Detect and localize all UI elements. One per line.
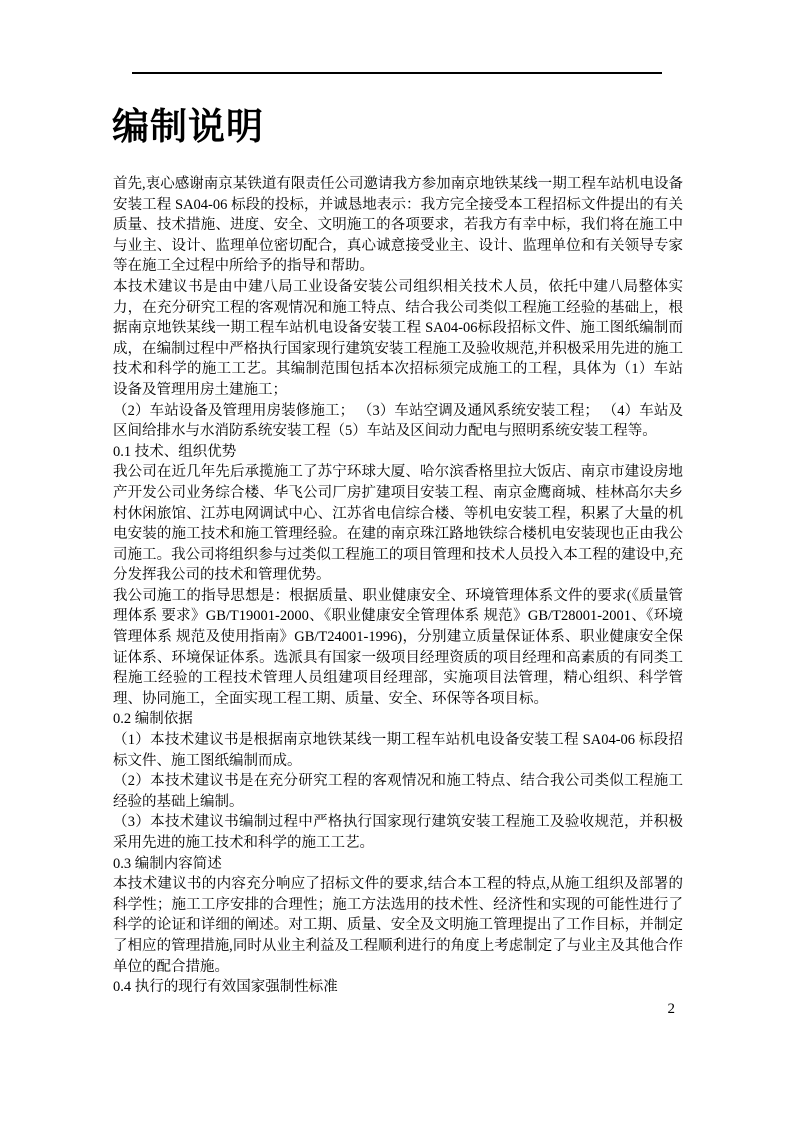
paragraph-guiding-ideology: 我公司施工的指导思想是：根据质量、职业健康安全、环境管理体系文件的要求(《质量管理体系 要求》GB/T19001-2000、《职业健康安全管理体系 规范》GB/T28001-2001、《环境管理体系 规范及使用指南》GB/T24001-1996)，分别建立质量保证体系、职业健康安全保证体系、环境保证体系。选派具有国家一级项目经理资质的项目经理和高素质的有同类工程施工经验的工程技术管理人员组建项目经理部，实施项目法管理，精心组织、科学管理、协同施工，全面实现工程工期、质量、安全、环保等各项目标。 — [113, 587, 683, 707]
section-heading-0-4: 0.4 执行的现行有效国家强制性标准 — [113, 979, 338, 996]
paragraph-basis: 本技术建议书是由中建八局工业设备安装公司组织相关技术人员，依托中建八局整体实力，在充分研究工程的客观情况和施工特点、结合我公司类似工程施工经验的基础上，根据南京地铁某线一期工程车站机电设备安装工程 SA04-06标段招标文件、施工图纸编制而成，在编制过程中严格执行国家现行建筑安装工程施工及验收规范,并积极采用先进的施工技术和科学的施工工艺。其编制范围包括本次招标须完成施工的工程，具体为（1）车站设备及管理用房土建施工； — [113, 278, 683, 398]
page-title: 编制说明 — [112, 107, 264, 148]
section-heading-0-2: 0.2 编制依据 — [113, 711, 193, 728]
section-heading-0-3: 0.3 编制内容简述 — [113, 855, 222, 872]
paragraph-intro: 首先,衷心感谢南京某铁道有限责任公司邀请我方参加南京地铁某线一期工程车站机电设备安装工程 SA04-06 标段的投标，并诚恳地表示：我方完全接受本工程招标文件提出的有关质量、技术措施、进度、安全、文明施工的各项要求，若我方有幸中标，我们将在施工中与业主、设计、监理单位密切配合，真心诚意接受业主、设计、监理单位和有关领导专家等在施工全过程中所给予的指导和帮助。 — [113, 176, 683, 275]
paragraph-basis-item-1: （1）本技术建议书是根据南京地铁某线一期工程车站机电设备安装工程 SA04-06 标段招标文件、施工图纸编制而成。 — [113, 732, 683, 769]
paragraph-experience: 我公司在近几年先后承揽施工了苏宁环球大厦、哈尔滨香格里拉大饭店、南京市建设房地产开发公司业务综合楼、华飞公司厂房扩建项目安装工程、南京金鹰商城、桂林高尔夫乡村休闲旅馆、江苏电网调试中心、江苏省电信综合楼、等机电安装工程，积累了大量的机电安装的施工技术和施工管理经验。在建的南京珠江路地铁综合楼机电安装现也正由我公司施工。我公司将组织参与过类似工程施工的项目管理和技术人员投入本工程的建设中,充分发挥我公司的技术和管理优势。 — [113, 464, 683, 584]
paragraph-basis-item-3: （3）本技术建议书编制过程中严格执行国家现行建筑安装工程施工及验收规范，并积极采用先进的施工技术和科学的施工工艺。 — [113, 814, 683, 851]
paragraph-scope-list: （2）车站设备及管理用房装修施工； （3）车站空调及通风系统安装工程； （4）车站及区间给排水与水消防系统安装工程（5）车站及区间动力配电与照明系统安装工程等。 — [113, 402, 683, 440]
paragraph-basis-item-2: （2）本技术建议书是在充分研究工程的客观情况和施工特点、结合我公司类似工程施工经验的基础上编制。 — [113, 773, 683, 810]
header-rule — [132, 72, 662, 74]
page-number: 2 — [667, 1001, 675, 1017]
section-heading-0-1: 0.1 技术、组织优势 — [113, 443, 237, 460]
paragraph-content-summary: 本技术建议书的内容充分响应了招标文件的要求,结合本工程的特点,从施工组织及部署的科学性；施工工序安排的合理性；施工方法选用的技术性、经济性和实现的可能性进行了科学的论证和详细的阐述。对工期、质量、安全及文明施工管理提出了工作目标，并制定了相应的管理措施,同时从业主利益及工程顺利进行的角度上考虑制定了与业主及其他合作单位的配合措施。 — [113, 876, 683, 975]
document-body — [113, 174, 683, 1004]
